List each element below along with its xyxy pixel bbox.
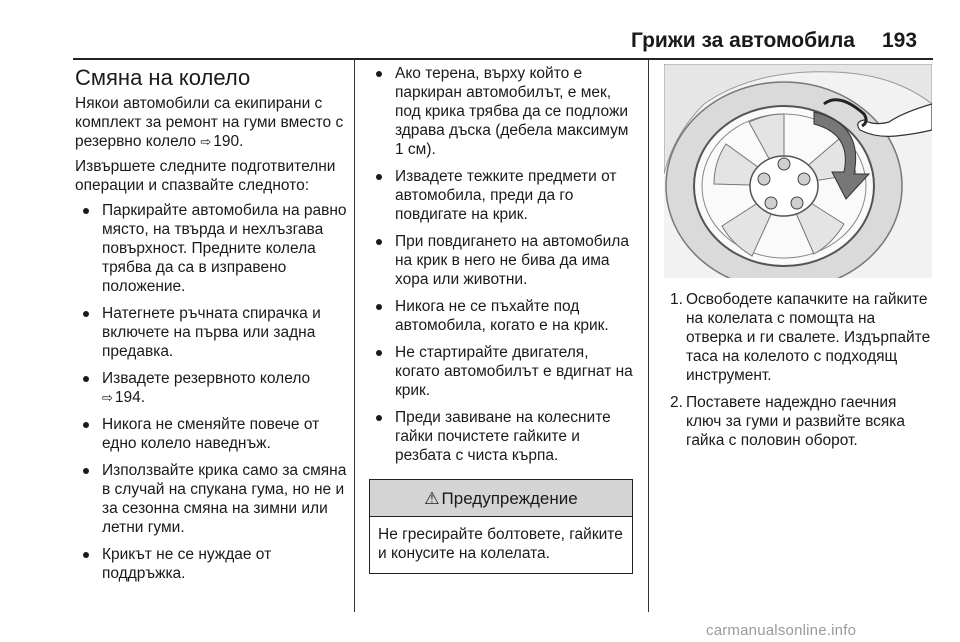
watermark: carmanualsonline.info (706, 622, 857, 639)
warning-header (370, 480, 632, 517)
step-text: Поставете надеждно гаечния ключ за гуми и развийте всяка гайка с половин оборот. (686, 394, 906, 449)
column-3 (662, 290, 932, 458)
safety-bullet-list (368, 64, 636, 465)
page-ref-icon: ⇨ (102, 390, 113, 405)
list-item: Никога не се пъхайте под автомобила, когато е на крик. (368, 297, 636, 335)
list-item: Преди завиване на колесните гайки почистете гайките и резбата с чиста кърпа. (368, 408, 636, 465)
page-ref-icon: ⇨ (200, 134, 212, 149)
page-number: 193 (882, 29, 918, 52)
list-item: Никога не сменяйте повече от едно колело наведнъж. (75, 415, 347, 453)
list-item: Използвайте крика само за смяна в случай на спукана гума, но не и за сезонна смяна на зимни или летни гуми. (75, 461, 347, 537)
column-1 (75, 64, 347, 591)
section-title: Смяна на колело (75, 65, 251, 90)
spare-wheel-ref[interactable]: 194. (114, 389, 146, 406)
column-divider-1 (354, 60, 355, 612)
column-2 (368, 64, 636, 574)
step-text: Освободете капачките на гайките на колелата с помощта на отверка и ги свалете. Издърпайте таса на колелото с подходящ инструмент. (686, 291, 931, 384)
warning-triangle-icon: ⚠ (424, 489, 440, 508)
wheel-cover-illustration (664, 64, 932, 278)
list-item (662, 393, 932, 450)
list-item: Ако терена, върху който е паркиран автомобилът, е мек, под крика трябва да се подложи здрава дъска (дебела максимум 1 см). (368, 64, 636, 159)
list-item: Натегнете ръчната спирачка и включете на първа или задна предавка. (75, 304, 347, 361)
page-header-title: Грижи за автомобила (630, 29, 855, 52)
list-item: Извадете резервното колело ⇨ 194. (75, 369, 347, 407)
column-divider-2 (648, 60, 649, 612)
steps-list (662, 290, 932, 450)
list-item: Крикът не се нуждае от поддръжка. (75, 545, 347, 583)
step-number: 2. (670, 394, 683, 411)
header-divider (73, 58, 933, 60)
list-item (662, 290, 932, 385)
prep-bullet-list (75, 201, 347, 583)
prep-paragraph: Извършете следните подготвителни операции и спазвайте следното: (75, 158, 336, 194)
intro-text: Някои автомобили са екипирани с комплект за ремонт на гуми вместо с резервно колело (75, 95, 344, 150)
warning-body: Не гресирайте болтовете, гайките и конусите на колелата. (378, 526, 623, 562)
warning-title: Предупреждение (441, 489, 578, 508)
list-item: Извадете тежките предмети от автомобила, преди да го повдигате на крик. (368, 167, 636, 224)
list-item: При повдигането на автомобила на крик в него не бива да има хора или животни. (368, 232, 636, 289)
intro-paragraph (75, 94, 347, 151)
intro-ref[interactable]: 190. (213, 133, 244, 150)
warning-box (369, 479, 633, 574)
step-number: 1. (670, 291, 683, 308)
list-item: Не стартирайте двигателя, когато автомобилът е вдигнат на крик. (368, 343, 636, 400)
list-item: Паркирайте автомобила на равно място, на твърда и нехлъзгава повърхност. Предните колела трябва да са в изправено положение. (75, 201, 347, 296)
